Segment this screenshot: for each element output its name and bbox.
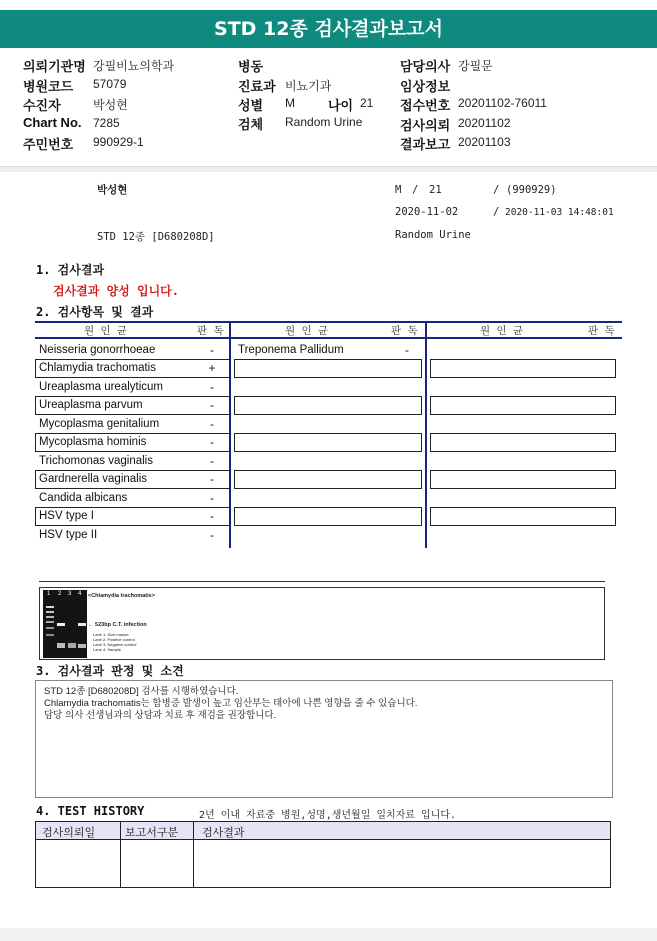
report-title: STD 12종 검사결과보고서 — [0, 10, 657, 48]
label-accession-no: 접수번호 — [400, 98, 451, 113]
row-box — [430, 433, 616, 452]
history-col-divider — [120, 822, 121, 887]
history-header-request-date: 검사의뢰일 — [42, 826, 96, 839]
header-organism: 원 인 균 — [84, 325, 128, 337]
label-requesting-clinic: 의뢰기관명 — [23, 59, 86, 74]
section1-title: 1. 검사결과 — [36, 263, 105, 277]
organism-result: - — [210, 491, 214, 505]
result-positive-text: 검사결과 양성 입니다. — [53, 284, 180, 298]
summary-date-received: 2020-11-02 — [395, 206, 459, 218]
summary-date-reported: 2020-11-03 14:48:01 — [505, 207, 614, 218]
value-patient: 박성현 — [93, 98, 128, 112]
organism-name: Gardnerella vaginalis — [39, 473, 148, 485]
label-report-date: 결과보고 — [400, 137, 451, 152]
summary-slash: / — [493, 184, 500, 196]
header-result: 판 독 — [391, 325, 418, 337]
summary-slash: / — [493, 206, 500, 218]
label-patient: 수진자 — [23, 98, 61, 113]
value-report-date: 20201103 — [458, 135, 511, 149]
value-requesting-clinic: 강필비뇨의학과 — [93, 59, 175, 73]
label-doctor: 담당의사 — [400, 59, 451, 74]
gel-electrophoresis-image — [43, 590, 87, 658]
organism-name: Mycoplasma genitalium — [39, 418, 160, 430]
section2-title: 2. 검사항목 및 결과 — [36, 305, 154, 319]
gel-lane-number: 4 — [78, 591, 82, 597]
label-request-date: 검사의뢰 — [400, 118, 451, 133]
gel-band-label: ← 523bp C.T. infection — [88, 622, 147, 628]
table-column-divider — [425, 322, 427, 548]
summary-birth: (990929) — [506, 184, 557, 196]
header-result: 판 독 — [197, 325, 224, 337]
label-clinical-info: 임상정보 — [400, 79, 451, 94]
value-resident-no: 990929-1 — [93, 135, 144, 149]
gel-lane-number: 2 — [58, 591, 62, 597]
value-department: 비뇨기과 — [285, 79, 332, 93]
table-header-rule — [35, 337, 622, 339]
organism-name: Trichomonas vaginalis — [39, 455, 153, 467]
organism-result: - — [210, 417, 214, 431]
organism-name: Ureaplasma parvum — [39, 399, 143, 411]
patient-info — [0, 48, 657, 166]
summary-specimen: Random Urine — [395, 229, 471, 241]
row-box — [430, 507, 616, 526]
label-hospital-code: 병원코드 — [23, 79, 74, 94]
row-box — [430, 359, 616, 378]
row-box — [234, 470, 422, 489]
value-chart-no: 7285 — [93, 116, 120, 130]
label-specimen: 검체 — [238, 117, 264, 132]
organism-name-positive: Chlamydia trachomatis — [39, 362, 156, 374]
value-age: 21 — [360, 96, 374, 110]
row-box — [234, 359, 422, 378]
organism-result-positive: + — [208, 361, 216, 375]
organism-result: - — [210, 435, 214, 449]
gel-title: <Chlamydia trachomatis> — [88, 593, 155, 599]
label-chart-no: Chart No. — [23, 115, 82, 130]
organism-result: - — [405, 343, 409, 357]
summary-test: STD 12종 [D680208D] — [97, 231, 215, 243]
organism-name: Neisseria gonorrhoeae — [39, 344, 156, 356]
summary-sex: M — [395, 184, 402, 196]
bottom-bar — [0, 928, 657, 941]
label-age: 나이 — [328, 98, 354, 113]
info-separator — [0, 166, 657, 172]
opinion-line: STD 12종 [D680208D] 검사를 시행하였습니다. — [44, 686, 239, 697]
organism-name: Mycoplasma hominis — [39, 436, 147, 448]
value-sex: M — [285, 96, 295, 110]
history-table — [35, 821, 611, 888]
section4-title: 4. TEST HISTORY — [36, 804, 145, 818]
organism-result: - — [210, 509, 214, 523]
row-box — [234, 396, 422, 415]
gel-lane-number: 3 — [68, 591, 72, 597]
section3-title: 3. 검사결과 판정 및 소견 — [36, 664, 184, 678]
header-organism: 원 인 균 — [480, 325, 524, 337]
opinion-line: Chlamydia trachomatis는 합병증 발생이 높고 임산부는 태아에 나쁜 영향을 줄 수 있습니다. — [44, 698, 418, 709]
organism-result: - — [210, 528, 214, 542]
value-request-date: 20201102 — [458, 116, 511, 130]
opinion-line: 담당 의사 선생님과의 상담과 치료 후 재검을 권장합니다. — [44, 710, 277, 721]
history-note: 2년 이내 자료중 병원,성명,생년월일 일치자료 입니다. — [199, 810, 457, 821]
header-result: 판 독 — [588, 325, 615, 337]
gel-legend-item: Lane 3: Negative control — [93, 642, 137, 647]
history-header-report-type: 보고서구분 — [125, 826, 179, 839]
history-header-row — [36, 822, 610, 840]
gel-legend-item: Lane 4: Sample — [93, 647, 122, 652]
history-col-divider — [193, 822, 194, 887]
gel-lane-number: 1 — [47, 591, 51, 597]
value-accession-no: 20201102-76011 — [458, 96, 547, 110]
value-hospital-code: 57079 — [93, 77, 127, 91]
row-box — [430, 470, 616, 489]
summary-slash: / — [412, 184, 419, 196]
gel-legend-item: Lane 2: Positive control — [93, 637, 135, 642]
summary-name: 박성현 — [97, 184, 128, 196]
label-department: 진료과 — [238, 79, 276, 94]
organism-result: - — [210, 343, 214, 357]
header-organism: 원 인 균 — [285, 325, 329, 337]
organism-result: - — [210, 472, 214, 486]
organism-result: - — [210, 380, 214, 394]
organism-name: HSV type II — [39, 529, 98, 541]
organism-name: Ureaplasma urealyticum — [39, 381, 163, 393]
organism-name: HSV type I — [39, 510, 94, 522]
value-doctor: 강필문 — [458, 59, 493, 73]
gel-legend-item: Lane 1: Size marker — [93, 632, 129, 637]
organism-name: Treponema Pallidum — [238, 344, 344, 356]
row-box — [430, 396, 616, 415]
gel-top-rule — [39, 581, 605, 582]
row-box — [234, 433, 422, 452]
history-header-result: 검사결과 — [202, 826, 245, 839]
organism-result: - — [210, 454, 214, 468]
label-sex: 성별 — [238, 98, 264, 113]
row-box — [234, 507, 422, 526]
organism-name: Candida albicans — [39, 492, 128, 504]
label-resident-no: 주민번호 — [23, 137, 74, 152]
value-specimen: Random Urine — [285, 115, 363, 129]
label-ward: 병동 — [238, 59, 264, 74]
summary-age: 21 — [429, 184, 442, 196]
organism-result: - — [210, 398, 214, 412]
